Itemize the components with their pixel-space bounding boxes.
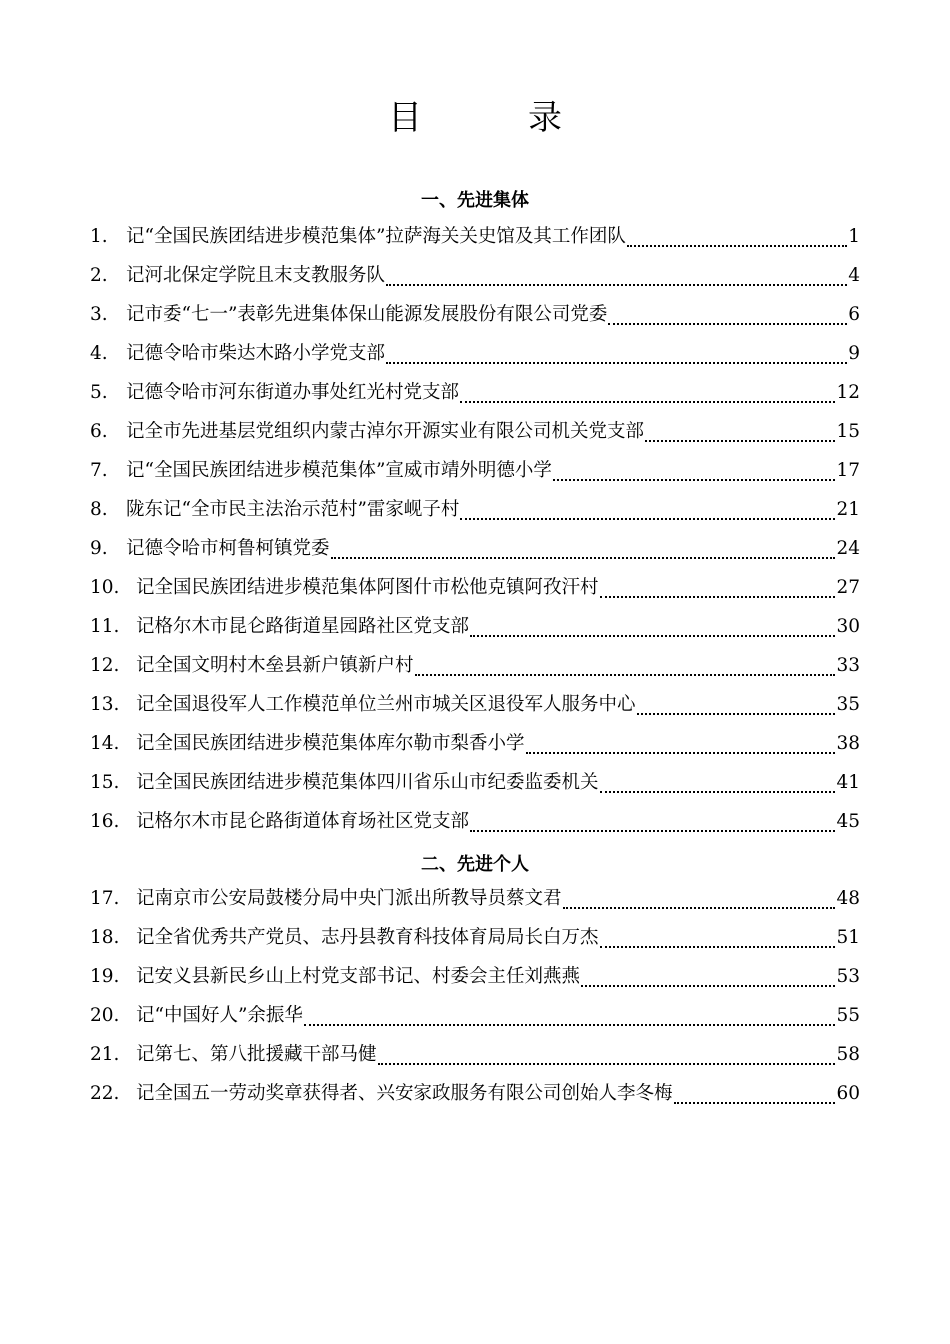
toc-entry-title: 记全省优秀共产党员、志丹县教育科技体育局局长白万杰: [136, 927, 599, 948]
toc-entry-number: 13.: [90, 694, 120, 715]
toc-entry-dot-leader: [627, 245, 847, 247]
toc-entry-number: 10.: [90, 577, 120, 598]
toc-entry-page-number: 41: [836, 772, 860, 793]
toc-entry-dot-leader: [600, 596, 836, 598]
toc-entry[interactable]: [90, 768, 860, 807]
toc-entry-number: 22.: [90, 1083, 120, 1104]
toc-entry-dot-leader: [460, 518, 835, 520]
toc-entry-number: 19.: [90, 966, 120, 987]
toc-entry-title: 记“全国民族团结进步模范集体”宣威市靖外明德小学: [126, 460, 552, 481]
toc-entry-page-number: 17: [836, 460, 860, 481]
toc-entry-number: 1.: [90, 226, 108, 247]
toc-entry-dot-leader: [470, 830, 835, 832]
toc-entry-title: 记“中国好人”余振华: [136, 1005, 303, 1026]
toc-entry-number: 21.: [90, 1044, 120, 1065]
toc-entry-page-number: 9: [848, 343, 860, 364]
toc-entry-title: 记“全国民族团结进步模范集体”拉萨海关关史馆及其工作团队: [126, 226, 626, 247]
toc-entry-page-number: 27: [836, 577, 860, 598]
toc-entry-page-number: 45: [836, 811, 860, 832]
toc-entry-page-number: 58: [836, 1044, 860, 1065]
toc-entry-number: 2.: [90, 265, 108, 286]
toc-list-individuals: [90, 884, 860, 1118]
toc-entry-dot-leader: [645, 440, 835, 442]
toc-entry-number: 7.: [90, 460, 108, 481]
toc-entry-page-number: 15: [836, 421, 860, 442]
toc-entry-page-number: 38: [836, 733, 860, 754]
toc-entry-page-number: 24: [836, 538, 860, 559]
toc-entry-dot-leader: [386, 362, 847, 364]
toc-entry-title: 记安义县新民乡山上村党支部书记、村委会主任刘燕燕: [136, 966, 581, 987]
toc-entry-page-number: 55: [836, 1005, 860, 1026]
toc-entry-page-number: 51: [836, 927, 860, 948]
toc-entry-page-number: 48: [836, 888, 860, 909]
toc-entry-title: 记全国五一劳动奖章获得者、兴安家政服务有限公司创始人李冬梅: [136, 1083, 673, 1104]
toc-entry[interactable]: [90, 300, 860, 339]
toc-entry-number: 8.: [90, 499, 108, 520]
toc-entry-dot-leader: [470, 635, 835, 637]
toc-entry[interactable]: [90, 495, 860, 534]
toc-entry-number: 16.: [90, 811, 120, 832]
toc-entry-title: 记第七、第八批援藏干部马健: [136, 1044, 377, 1065]
toc-entry-title: 陇东记“全市民主法治示范村”雷家岘子村: [126, 499, 460, 520]
toc-entry[interactable]: [90, 1079, 860, 1118]
toc-entry[interactable]: [90, 456, 860, 495]
toc-entry[interactable]: [90, 807, 860, 846]
toc-entry[interactable]: [90, 339, 860, 378]
toc-entry[interactable]: [90, 534, 860, 573]
toc-entry-number: 4.: [90, 343, 108, 364]
toc-entry-title: 记德令哈市柯鲁柯镇党委: [126, 538, 330, 559]
toc-entry[interactable]: [90, 261, 860, 300]
toc-entry-number: 14.: [90, 733, 120, 754]
toc-entry-page-number: 6: [848, 304, 860, 325]
toc-entry-number: 6.: [90, 421, 108, 442]
toc-entry-dot-leader: [608, 323, 847, 325]
toc-entry-page-number: 12: [836, 382, 860, 403]
toc-entry-title: 记德令哈市河东街道办事处红光村党支部: [126, 382, 460, 403]
toc-entry[interactable]: [90, 962, 860, 1001]
section-heading-individuals: 二、先进个人: [421, 854, 529, 875]
toc-entry-number: 18.: [90, 927, 120, 948]
toc-entry-dot-leader: [600, 946, 836, 948]
toc-entry-title: 记格尔木市昆仑路街道星园路社区党支部: [136, 616, 470, 637]
toc-entry-number: 9.: [90, 538, 108, 559]
toc-entry-title: 记全国民族团结进步模范集体四川省乐山市纪委监委机关: [136, 772, 599, 793]
toc-entry-page-number: 21: [836, 499, 860, 520]
toc-entry-number: 5.: [90, 382, 108, 403]
toc-entry-number: 17.: [90, 888, 120, 909]
toc-entry-dot-leader: [386, 284, 847, 286]
toc-entry-page-number: 30: [836, 616, 860, 637]
toc-entry-number: 12.: [90, 655, 120, 676]
toc-entry-page-number: 33: [836, 655, 860, 676]
toc-entry[interactable]: [90, 690, 860, 729]
toc-entry-page-number: 35: [836, 694, 860, 715]
toc-entry[interactable]: [90, 222, 860, 261]
toc-entry-title: 记南京市公安局鼓楼分局中央门派出所教导员蔡文君: [136, 888, 562, 909]
toc-list-collectives: [90, 222, 860, 846]
toc-entry[interactable]: [90, 417, 860, 456]
toc-entry-dot-leader: [378, 1063, 836, 1065]
toc-entry-page-number: 4: [848, 265, 860, 286]
toc-entry-number: 15.: [90, 772, 120, 793]
toc-entry[interactable]: [90, 612, 860, 651]
toc-entry-dot-leader: [581, 985, 835, 987]
toc-entry-page-number: 1: [848, 226, 860, 247]
page-title: 目 录: [388, 98, 598, 138]
toc-entry-page-number: 60: [836, 1083, 860, 1104]
toc-entry-dot-leader: [415, 674, 836, 676]
toc-entry-title: 记德令哈市柴达木路小学党支部: [126, 343, 386, 364]
toc-entry-title: 记全市先进基层党组织内蒙古淖尔开源实业有限公司机关党支部: [126, 421, 645, 442]
toc-entry[interactable]: [90, 378, 860, 417]
toc-entry[interactable]: [90, 1001, 860, 1040]
toc-entry-dot-leader: [526, 752, 836, 754]
toc-entry[interactable]: [90, 729, 860, 768]
toc-entry[interactable]: [90, 884, 860, 923]
toc-entry[interactable]: [90, 573, 860, 612]
toc-entry-title: 记全国民族团结进步模范集体库尔勒市梨香小学: [136, 733, 525, 754]
toc-entry[interactable]: [90, 1040, 860, 1079]
toc-entry-page-number: 53: [836, 966, 860, 987]
toc-entry[interactable]: [90, 651, 860, 690]
toc-entry-dot-leader: [460, 401, 835, 403]
toc-entry-title: 记河北保定学院且末支教服务队: [126, 265, 386, 286]
section-heading-collectives: 一、先进集体: [421, 190, 529, 211]
toc-entry-dot-leader: [637, 713, 836, 715]
toc-entry-dot-leader: [304, 1024, 836, 1026]
toc-entry-dot-leader: [563, 907, 836, 909]
toc-entry-number: 3.: [90, 304, 108, 325]
toc-entry-title: 记格尔木市昆仑路街道体育场社区党支部: [136, 811, 470, 832]
toc-entry-title: 记全国民族团结进步模范集体阿图什市松他克镇阿孜汗村: [136, 577, 599, 598]
toc-entry-title: 记市委“七一”表彰先进集体保山能源发展股份有限公司党委: [126, 304, 608, 325]
toc-entry[interactable]: [90, 923, 860, 962]
toc-entry-number: 11.: [90, 616, 120, 637]
toc-entry-number: 20.: [90, 1005, 120, 1026]
toc-entry-title: 记全国退役军人工作模范单位兰州市城关区退役军人服务中心: [136, 694, 636, 715]
toc-entry-dot-leader: [600, 791, 836, 793]
toc-entry-dot-leader: [553, 479, 836, 481]
toc-entry-dot-leader: [674, 1102, 836, 1104]
toc-entry-dot-leader: [331, 557, 836, 559]
toc-entry-title: 记全国文明村木垒县新户镇新户村: [136, 655, 414, 676]
